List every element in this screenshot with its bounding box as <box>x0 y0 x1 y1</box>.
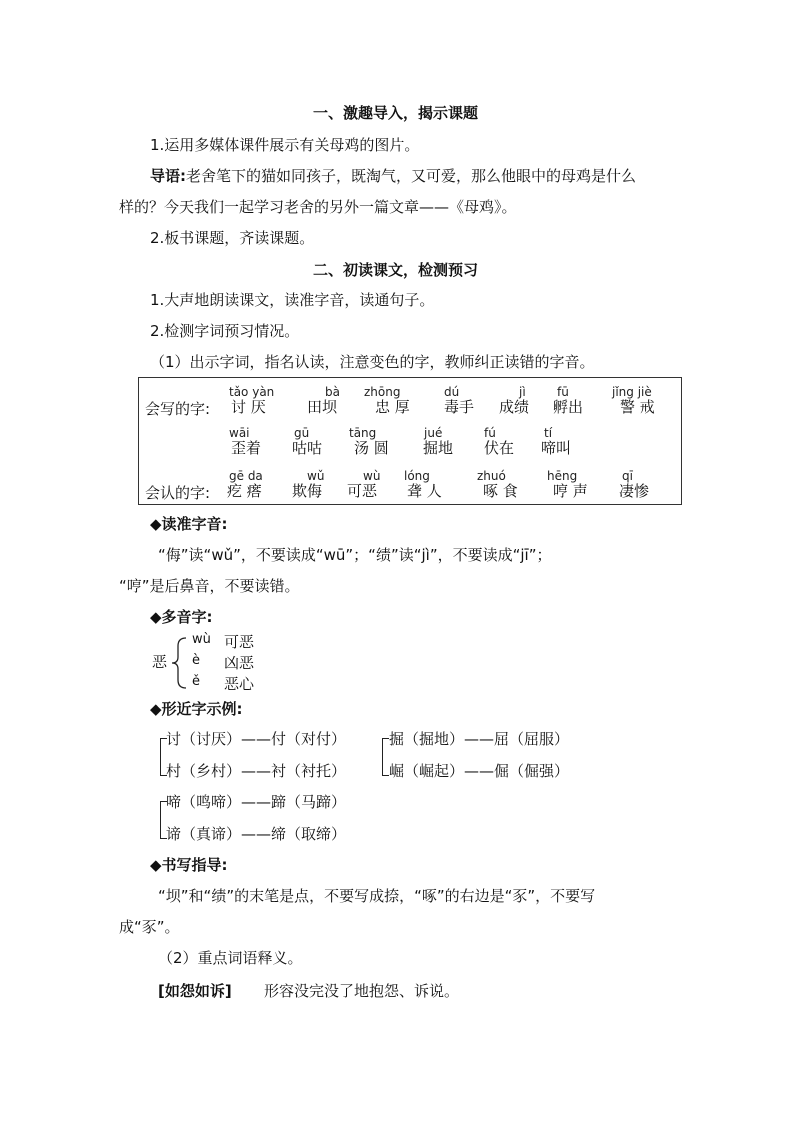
similar-line: 啼（鸣啼）——蹄（马蹄） <box>166 793 347 811</box>
poly-char: 恶 <box>152 653 168 671</box>
pinyin: jǐng jiè <box>612 385 652 399</box>
word: 成绩 <box>499 398 530 416</box>
word: 讨 厌 <box>231 398 266 416</box>
lead-paragraph-cont: 样的？今天我们一起学习老舍的另外一篇文章——《母鸡》。 <box>119 198 517 216</box>
poly-word: 可恶 <box>224 633 255 651</box>
word: 啄 食 <box>483 482 518 500</box>
word: 毒手 <box>444 398 475 416</box>
word-box <box>138 377 682 505</box>
poly-word: 凶恶 <box>224 654 255 672</box>
pinyin: tǎo yàn <box>229 385 275 399</box>
bracket <box>382 738 389 776</box>
pinyin: gū <box>294 426 310 440</box>
word: 歪着 <box>231 439 262 457</box>
pinyin: fú <box>484 426 496 440</box>
poly-title: ◆多音字: <box>150 608 213 626</box>
word: 忠 厚 <box>375 398 410 416</box>
lead-label: 导语: <box>150 167 186 185</box>
word: 欺侮 <box>292 482 323 500</box>
paragraph: 2.检测字词预习情况。 <box>150 322 300 340</box>
lead-paragraph <box>150 166 636 186</box>
poly-py: è <box>192 653 200 668</box>
pinyin: fū <box>557 385 569 399</box>
similar-line: 掘（掘地）——屈（屈服） <box>389 730 570 748</box>
similar-line: 谛（真谛）——缔（取缔） <box>166 825 347 843</box>
brace-icon <box>170 636 188 690</box>
word: 咕咕 <box>292 439 323 457</box>
vocab-term: [如怨如诉] <box>158 982 232 1000</box>
similar-line: 村（乡村）——衬（衬托） <box>166 762 347 780</box>
word: 凄惨 <box>619 482 650 500</box>
paragraph: （1）出示字词，指名认读，注意变色的字，教师纠正读错的字音。 <box>150 353 595 371</box>
section-title-2: 二、初读课文，检测预习 <box>313 261 479 279</box>
poly-py: wù <box>192 632 211 647</box>
paragraph: 1.大声地朗读课文，读准字音，读通句子。 <box>150 291 435 309</box>
pinyin: zhuó <box>477 469 506 483</box>
word: 聋 人 <box>407 482 442 500</box>
writing-title: ◆书写指导: <box>150 856 228 874</box>
word: 哼 声 <box>553 482 588 500</box>
pron-line: “哼”是后鼻音，不要读错。 <box>119 577 300 595</box>
word: 伏在 <box>484 439 515 457</box>
word: 啼叫 <box>541 439 572 457</box>
pron-title: ◆读准字音: <box>150 515 228 533</box>
pinyin: gē da <box>229 469 263 483</box>
writing-line: “坝”和“绩”的末笔是点，不要写成捺，“啄”的右边是“豕”，不要写 <box>158 887 596 905</box>
writing-line: 成“豕”。 <box>119 918 180 936</box>
pinyin: tí <box>544 426 553 440</box>
write-label: 会写的字: <box>145 400 211 418</box>
pinyin: wù <box>363 469 381 483</box>
pinyin: jì <box>519 385 526 399</box>
vocab-definition: 形容没完没了地抱怨、诉说。 <box>264 982 460 1000</box>
paragraph: 2.板书课题，齐读课题。 <box>150 229 315 247</box>
pinyin: bà <box>325 385 340 399</box>
word: 可恶 <box>347 482 378 500</box>
similar-title: ◆形近字示例: <box>150 700 243 718</box>
pinyin: qī <box>622 469 633 483</box>
pinyin: lóng <box>404 469 430 483</box>
word: 警 戒 <box>620 398 655 416</box>
poly-word: 恶心 <box>224 675 255 693</box>
pinyin: wǔ <box>307 469 325 483</box>
pinyin: jué <box>424 426 443 440</box>
similar-line: 崛（崛起）——倔（倔强） <box>389 762 570 780</box>
pron-line: “侮”读“wǔ”，不要读成“wū”；“绩”读“jì”，不要读成“jī”； <box>158 546 552 564</box>
poly-py: ě <box>192 674 200 689</box>
pinyin: wāi <box>229 426 250 440</box>
paragraph: （2）重点词语释义。 <box>158 949 303 967</box>
pinyin: tāng <box>349 426 377 440</box>
word: 孵出 <box>553 398 584 416</box>
pinyin: dú <box>444 385 460 399</box>
read-label: 会认的字: <box>145 484 211 502</box>
word: 疙 瘩 <box>227 482 262 500</box>
pinyin: zhōng <box>364 385 401 399</box>
similar-line: 讨（讨厌）——付（对付） <box>166 730 347 748</box>
section-title-1: 一、激趣导入，揭示课题 <box>313 104 479 122</box>
pinyin: hēng <box>547 469 578 483</box>
word: 汤 圆 <box>354 439 389 457</box>
word: 掘地 <box>423 439 454 457</box>
paragraph: 1.运用多媒体课件展示有关母鸡的图片。 <box>150 136 420 154</box>
lead-text: 老舍笔下的猫如同孩子，既淘气，又可爱，那么他眼中的母鸡是什么 <box>186 167 637 185</box>
word: 田坝 <box>307 398 338 416</box>
